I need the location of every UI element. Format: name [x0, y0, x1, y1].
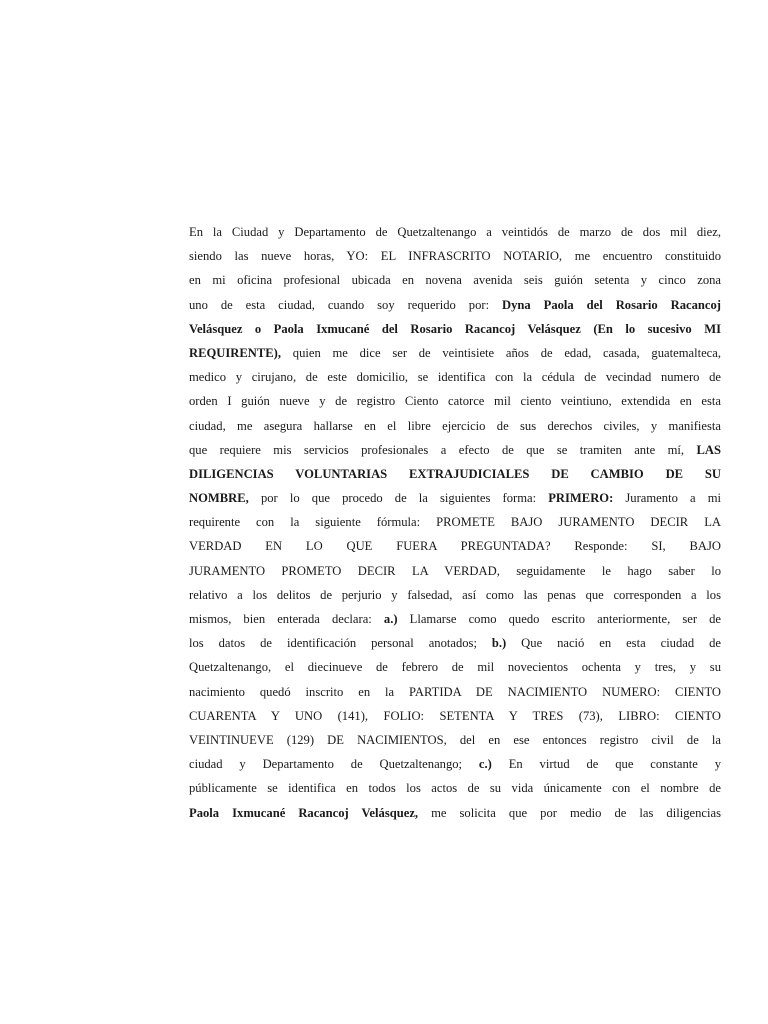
bold-text-run: Dyna Paola del Rosario Racancoj	[502, 297, 721, 312]
bold-text-run: PRIMERO:	[548, 491, 614, 506]
text-run: relativo a los delitos de perjurio y falsedad, así como las penas que corresponden a los	[189, 587, 721, 602]
paragraph-line	[189, 728, 721, 752]
text-run: me solicita que por medio de las diligencias	[418, 805, 721, 820]
paragraph-line	[189, 389, 721, 413]
text-run: por lo que procedo de la siguientes forma:	[248, 491, 549, 506]
paragraph-line	[189, 752, 721, 776]
paragraph-line	[189, 631, 721, 655]
text-run: En la Ciudad y Departamento de Quetzaltenango a veintidós de marzo de dos mil diez,	[189, 225, 721, 239]
paragraph-line	[189, 704, 721, 728]
paragraph-line	[189, 607, 721, 631]
text-run: en mi oficina profesional ubicada en novena avenida seis guión setenta y cinco zona	[189, 273, 721, 288]
text-run: quien me dice ser de veintisiete años de edad, casada, guatemalteca,	[281, 345, 721, 360]
paragraph-line	[189, 341, 721, 365]
text-run: Que nació en esta ciudad de	[506, 636, 721, 651]
paragraph-line	[189, 462, 721, 486]
document-body	[189, 220, 721, 825]
bold-text-run: b.)	[491, 636, 507, 651]
bold-text-run: DILIGENCIAS VOLUNTARIAS EXTRAJUDICIALES DE CAMBIO DE SU	[189, 466, 721, 481]
paragraph-line	[189, 680, 721, 704]
bold-text-run: LAS	[696, 442, 721, 457]
text-run: En virtud de que constante y	[491, 757, 721, 772]
text-run: públicamente se identifica en todos los actos de su vida únicamente con el nombre de	[189, 781, 721, 796]
text-run: Quetzaltenango, el diecinueve de febrero de mil novecientos ochenta y tres, y su	[189, 660, 721, 675]
text-run: los datos de identificación personal anotados;	[189, 636, 492, 651]
bold-text-run: Paola Ixmucané Racancoj Velásquez,	[189, 805, 419, 820]
paragraph-line	[189, 365, 721, 389]
paragraph-line	[189, 317, 721, 341]
bold-text-run: REQUIRENTE),	[189, 345, 282, 360]
text-run: Llamarse como quedo escrito anteriormente, ser de	[397, 612, 721, 626]
text-run: medico y cirujano, de este domicilio, se identifica con la cédula de vecindad numero de	[189, 370, 721, 385]
text-run: VERDAD EN LO QUE FUERA PREGUNTADA? Responde: SI, BAJO	[189, 539, 721, 554]
text-run: JURAMENTO PROMETO DECIR LA VERDAD, seguidamente le hago saber lo	[189, 563, 721, 578]
paragraph-line	[189, 559, 721, 583]
text-run: requirente con la siguiente fórmula: PROMETE BAJO JURAMENTO DECIR LA	[189, 515, 721, 530]
text-run: que requiere mis servicios profesionales a efecto de que se tramiten ante mí,	[189, 442, 697, 457]
paragraph-line	[189, 268, 721, 292]
text-run: ciudad y Departamento de Quetzaltenango;	[189, 757, 479, 772]
bold-text-run: a.)	[383, 612, 398, 626]
text-run: CUARENTA Y UNO (141), FOLIO: SETENTA Y TRES (73), LIBRO: CIENTO	[189, 708, 721, 723]
text-run: orden I guión nueve y de registro Ciento catorce mil ciento veintiuno, extendida en esta	[189, 394, 721, 409]
paragraph-line	[189, 583, 721, 607]
paragraph-line	[189, 486, 721, 510]
paragraph-line	[189, 534, 721, 558]
text-run: Juramento a mi	[613, 491, 721, 506]
paragraph-line	[189, 438, 721, 462]
text-run: siendo las nueve horas, YO: EL INFRASCRITO NOTARIO, me encuentro constituido	[189, 249, 721, 264]
paragraph-line	[189, 244, 721, 268]
paragraph-line	[189, 655, 721, 679]
paragraph-line	[189, 776, 721, 800]
text-run: VEINTINUEVE (129) DE NACIMIENTOS, del en ese entonces registro civil de la	[189, 732, 721, 747]
bold-text-run: Velásquez o Paola Ixmucané del Rosario Racancoj Velásquez (En lo sucesivo MI	[189, 321, 721, 336]
paragraph-line	[189, 293, 721, 317]
bold-text-run: NOMBRE,	[189, 491, 249, 506]
bold-text-run: c.)	[478, 757, 492, 772]
text-run: uno de esta ciudad, cuando soy requerido por:	[189, 297, 503, 312]
paragraph-line	[189, 801, 721, 825]
paragraph-line	[189, 414, 721, 438]
text-run: nacimiento quedó inscrito en la PARTIDA DE NACIMIENTO NUMERO: CIENTO	[189, 684, 721, 699]
text-run: ciudad, me asegura hallarse en el libre ejercicio de sus derechos civiles, y manifiesta	[189, 418, 721, 433]
text-run: mismos, bien enterada declara:	[189, 612, 384, 626]
paragraph-line	[189, 220, 721, 244]
paragraph-line	[189, 510, 721, 534]
